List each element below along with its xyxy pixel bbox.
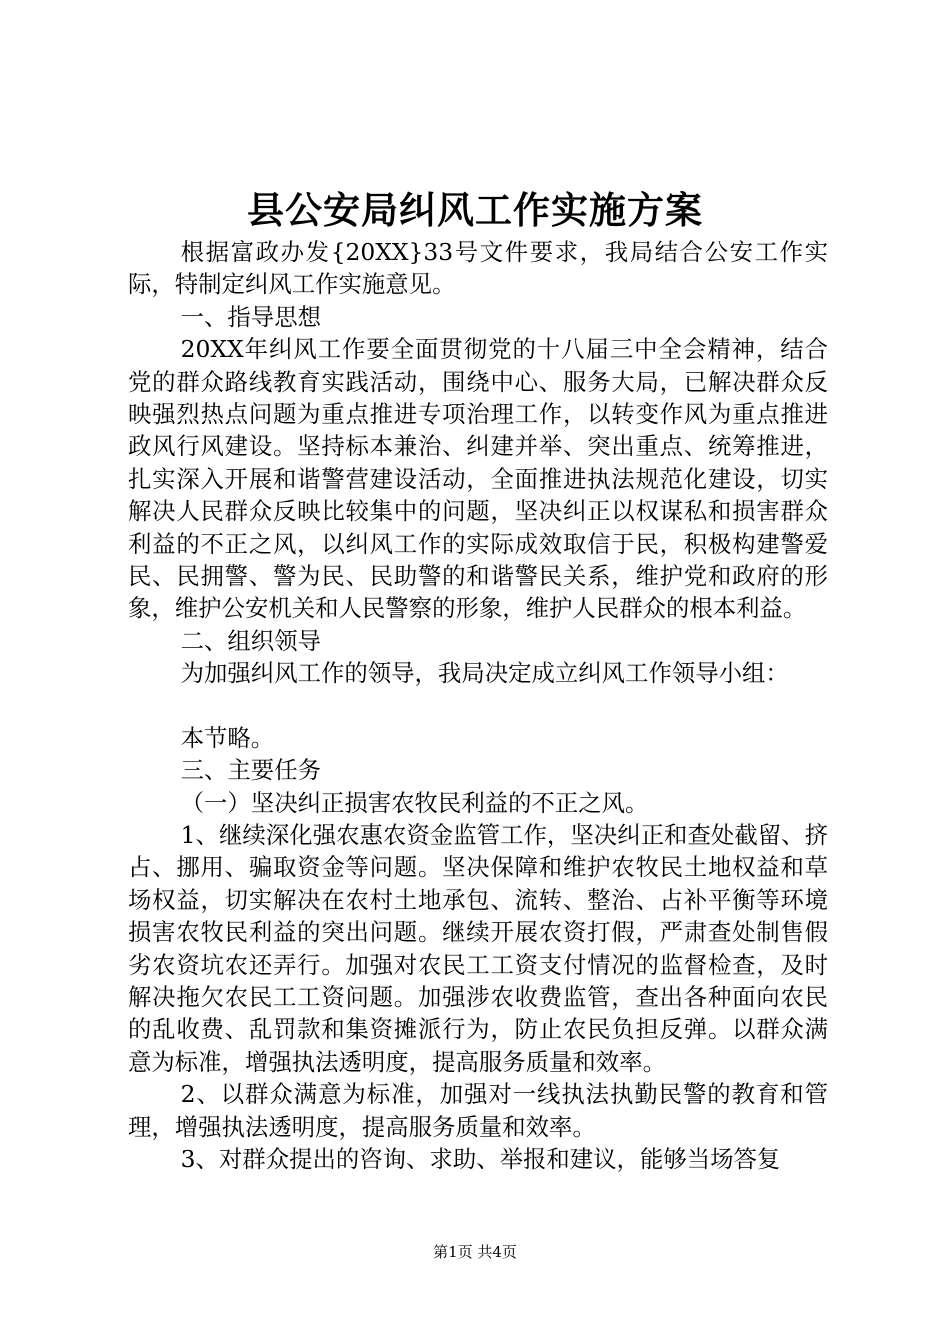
section-heading-main-tasks: 三、主要任务 bbox=[180, 756, 321, 785]
task-item-3: 3、对群众提出的咨询、求助、举报和建议，能够当场答复 bbox=[180, 1144, 781, 1173]
subsection-heading-farmers: （一）坚决纠正损害农牧民利益的不正之风。 bbox=[180, 788, 649, 817]
guiding-ideology-paragraph: 20XX年纠风工作要全面贯彻党的十八届三中全会精神，结合党的群众路线教育实践活动，围绕中心、服务大局，已解决群众反映强烈热点问题为重点推进专项治理工作，以转变作风为重点推进政风行风建设。坚持标本兼治、纠建并举、突出重点、统筹推进，扎实深入开展和谐警营建设活动，全面推进执法规范化建设，切实解决人民群众反映比较集中的问题，坚决纠正以权谋私和损害群众利益的不正之风，以纠风工作的实际成效取信于民，积极构建警爱民、民拥警、警为民、民助警的和谐警民关系，维护党和政府的形象，维护公安机关和人民警察的形象，维护人民群众的根本利益。 bbox=[128, 335, 828, 623]
omitted-note: 本节略。 bbox=[180, 723, 275, 752]
task-item-1: 1、继续深化强农惠农资金监管工作，坚决纠正和查处截留、挤占、挪用、骗取资金等问题。坚决保障和维护农牧民土地权益和草场权益，切实解决在农村土地承包、流转、整治、占补平衡等环境损害农牧民利益的突出问题。继续开展农资打假，严肃查处制售假劣农资坑农还弄行。加强对农民工工资支付情况的监督检查，及时解决拖欠农民工工资问题。加强涉农收费监管，查出各种面向农民的乱收费、乱罚款和集资摊派行为，防止农民负担反弹。以群众满意为标准，增强执法透明度，提高服务质量和效率。 bbox=[128, 820, 828, 1076]
section-heading-guiding-ideology: 一、指导思想 bbox=[180, 302, 321, 331]
document-body bbox=[128, 236, 828, 1175]
task-item-2: 2、以群众满意为标准，加强对一线执法执勤民警的教育和管理，增强执法透明度，提高服务质量和效率。 bbox=[128, 1080, 828, 1141]
section-heading-organization: 二、组织领导 bbox=[180, 626, 321, 655]
organization-paragraph: 为加强纠风工作的领导，我局决定成立纠风工作领导小组： bbox=[180, 659, 789, 688]
page-footer: 第1页 共4页 bbox=[433, 1243, 517, 1261]
intro-paragraph: 根据富政办发{20XX}33号文件要求，我局结合公安工作实际，特制定纠风工作实施意见。 bbox=[128, 238, 828, 299]
document-title: 县公安局纠风工作实施方案 bbox=[247, 188, 703, 232]
